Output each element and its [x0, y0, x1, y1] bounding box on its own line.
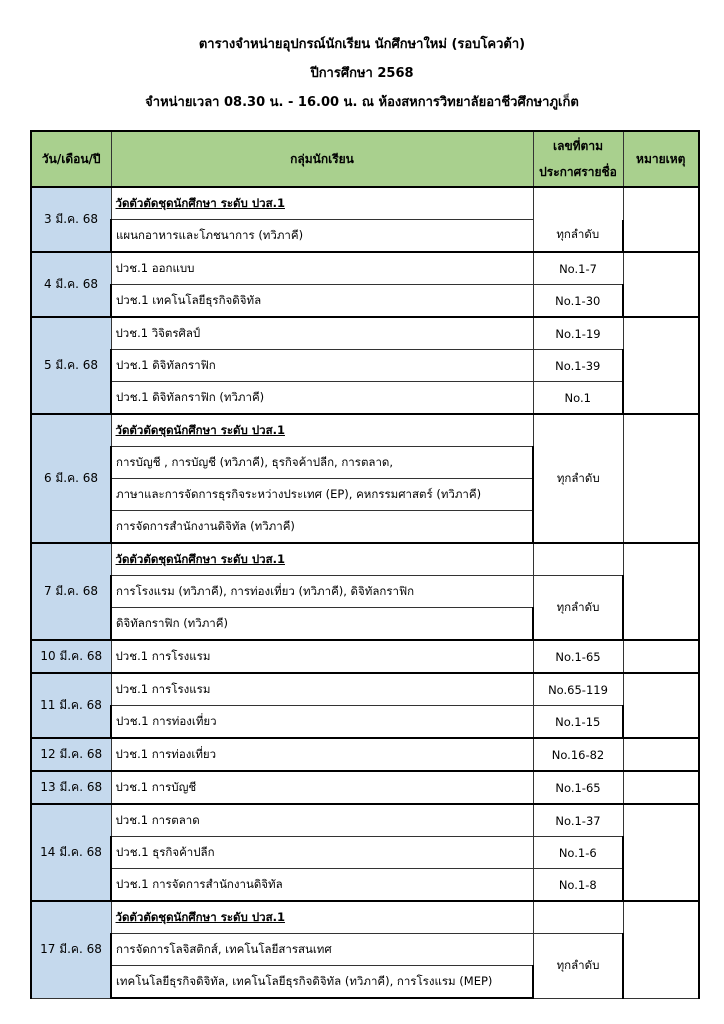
number-cell: ทุกลำดับ: [533, 576, 623, 641]
title-line-3: จำหน่ายเวลา 08.30 น. - 16.00 น. ณ ห้องสหการวิทยาลัยอาชีวศึกษาภูเก็ต: [145, 95, 579, 110]
number-cell: No.1-65: [533, 640, 623, 673]
group-cell: ปวช.1 การจัดการสำนักงานดิจิทัล: [111, 869, 533, 902]
table-row: [31, 317, 699, 350]
remark-cell: [623, 543, 699, 640]
remark-cell: [623, 738, 699, 771]
date-cell: 5 มี.ค. 68: [31, 317, 111, 414]
number-cell: No.1-8: [533, 869, 623, 902]
group-heading-cell: วัดตัวตัดชุดนักศึกษา ระดับ ปวส.1: [111, 414, 533, 447]
schedule-table: [30, 130, 700, 999]
number-cell: ทุกลำดับ: [533, 220, 623, 253]
remark-cell: [623, 317, 699, 414]
table-row: [31, 804, 699, 837]
date-cell: 17 มี.ค. 68: [31, 901, 111, 998]
table-row: [31, 187, 699, 220]
number-cell-empty: [533, 187, 623, 220]
header-number-line2: ประกาศรายชื่อ: [539, 165, 617, 179]
remark-cell: [623, 414, 699, 543]
group-cell: ปวช.1 ออกแบบ: [111, 252, 533, 285]
group-cell: ปวช.1 การบัญชี: [111, 771, 533, 804]
group-cell: การโรงแรม (ทวิภาคี), การท่องเที่ยว (ทวิภาคี), ดิจิทัลกราฟิก: [111, 576, 533, 608]
number-cell: No.1-6: [533, 837, 623, 869]
number-cell: ทุกลำดับ: [533, 934, 623, 999]
date-cell: 6 มี.ค. 68: [31, 414, 111, 543]
date-cell: 13 มี.ค. 68: [31, 771, 111, 804]
number-cell: No.65-119: [533, 673, 623, 706]
table-row: [31, 640, 699, 673]
date-cell: 3 มี.ค. 68: [31, 187, 111, 252]
group-cell: ภาษาและการจัดการธุรกิจระหว่างประเทศ (EP), คหกรรมศาสตร์ (ทวิภาคี): [111, 479, 533, 511]
group-cell: ปวช.1 ดิจิทัลกราฟิก (ทวิภาคี): [111, 382, 533, 415]
document-title-block: [0, 30, 724, 117]
number-cell: No.1-39: [533, 350, 623, 382]
number-cell: No.1-19: [533, 317, 623, 350]
date-cell: 12 มี.ค. 68: [31, 738, 111, 771]
table-row: [31, 576, 699, 608]
remark-cell: [623, 640, 699, 673]
number-cell: No.16-82: [533, 738, 623, 771]
table-row: [31, 252, 699, 285]
title-line-1: ตารางจำหน่ายอุปกรณ์นักเรียน นักศึกษาใหม่ (รอบโควต้า): [198, 37, 526, 52]
number-cell-empty: [533, 543, 623, 576]
group-heading-cell: วัดตัวตัดชุดนักศึกษา ระดับ ปวส.1: [111, 187, 533, 220]
table-row: [31, 543, 699, 576]
number-cell-empty: [533, 901, 623, 934]
table-row: [31, 901, 699, 934]
table-row: [31, 771, 699, 804]
number-cell: No.1-37: [533, 804, 623, 837]
group-heading-cell: วัดตัวตัดชุดนักศึกษา ระดับ ปวส.1: [111, 543, 533, 576]
schedule-body: [31, 187, 699, 998]
remark-cell: [623, 901, 699, 998]
header-date: วัน/เดือน/ปี: [31, 131, 111, 187]
remark-cell: [623, 771, 699, 804]
number-cell: No.1-65: [533, 771, 623, 804]
number-cell: No.1-15: [533, 706, 623, 739]
group-cell: ปวช.1 การโรงแรม: [111, 673, 533, 706]
remark-cell: [623, 673, 699, 738]
table-row: [31, 285, 699, 318]
table-row: [31, 738, 699, 771]
group-cell: ปวช.1 การท่องเที่ยว: [111, 738, 533, 771]
group-cell: ปวช.1 เทคโนโลยีธุรกิจดิจิทัล: [111, 285, 533, 318]
date-cell: 4 มี.ค. 68: [31, 252, 111, 317]
header-remark: หมายเหตุ: [623, 131, 699, 187]
remark-cell: [623, 187, 699, 252]
number-cell: ทุกลำดับ: [533, 414, 623, 543]
group-cell: การบัญชี , การบัญชี (ทวิภาคี), ธุรกิจค้าปลีก, การตลาด,: [111, 447, 533, 479]
header-number: [533, 131, 623, 187]
group-cell: ปวช.1 การตลาด: [111, 804, 533, 837]
remark-cell: [623, 804, 699, 901]
title-line-2: ปีการศึกษา 2568: [310, 66, 414, 81]
group-cell: ดิจิทัลกราฟิก (ทวิภาคี): [111, 608, 533, 641]
number-cell: No.1-7: [533, 252, 623, 285]
group-cell: ปวช.1 ดิจิทัลกราฟิก: [111, 350, 533, 382]
remark-cell: [623, 252, 699, 317]
group-cell: การจัดการสำนักงานดิจิทัล (ทวิภาคี): [111, 511, 533, 544]
group-cell: การจัดการโลจิสติกส์, เทคโนโลยีสารสนเทศ: [111, 934, 533, 966]
group-cell: ปวช.1 การโรงแรม: [111, 640, 533, 673]
table-row: [31, 382, 699, 415]
number-cell: No.1-30: [533, 285, 623, 318]
number-cell: No.1: [533, 382, 623, 415]
table-row: [31, 220, 699, 253]
group-cell: ปวช.1 วิจิตรศิลป์: [111, 317, 533, 350]
date-cell: 11 มี.ค. 68: [31, 673, 111, 738]
date-cell: 14 มี.ค. 68: [31, 804, 111, 901]
table-row: [31, 934, 699, 966]
table-header-row: [31, 131, 699, 187]
group-cell: เทคโนโลยีธุรกิจดิจิทัล, เทคโนโลยีธุรกิจดิจิทัล (ทวิภาคี), การโรงแรม (MEP): [111, 966, 533, 999]
date-cell: 7 มี.ค. 68: [31, 543, 111, 640]
table-row: [31, 673, 699, 706]
date-cell: 10 มี.ค. 68: [31, 640, 111, 673]
group-cell: ปวช.1 ธุรกิจค้าปลีก: [111, 837, 533, 869]
header-number-line1: เลขที่ตาม: [552, 139, 603, 153]
group-cell: แผนกอาหารและโภชนาการ (ทวิภาคี): [111, 220, 533, 253]
group-heading-cell: วัดตัวตัดชุดนักศึกษา ระดับ ปวส.1: [111, 901, 533, 934]
table-row: [31, 350, 699, 382]
table-row: [31, 837, 699, 869]
table-row: [31, 706, 699, 739]
table-row: [31, 869, 699, 902]
group-cell: ปวช.1 การท่องเที่ยว: [111, 706, 533, 739]
table-row: [31, 414, 699, 447]
header-group: กลุ่มนักเรียน: [111, 131, 533, 187]
